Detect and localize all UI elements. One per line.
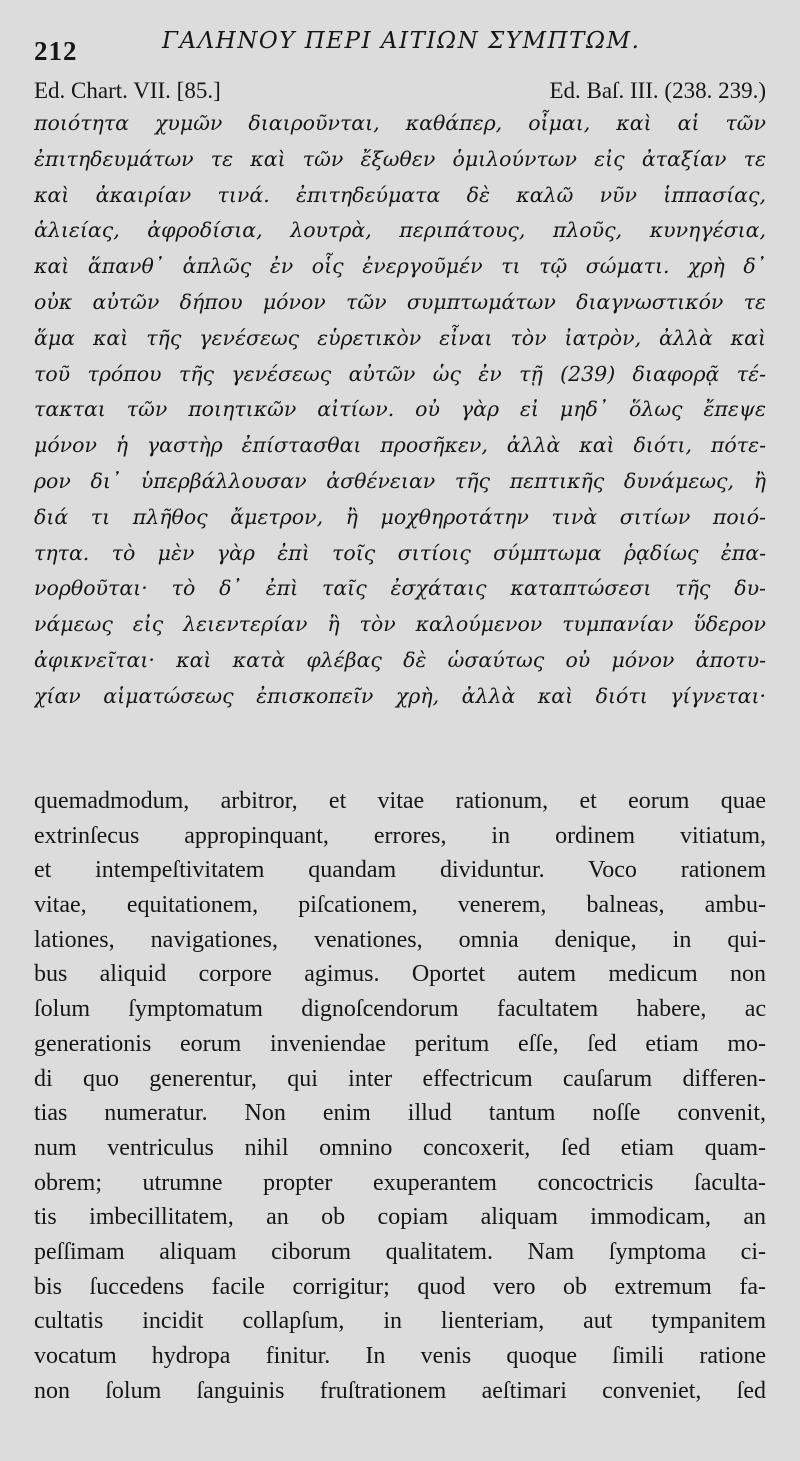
latin-line: di quo generentur, qui inter effectricum cauſarum differen- [34,1065,766,1092]
greek-line: χίαν αἱματώσεως ἐπισκοπεῖν χρὴ, ἀλλὰ καὶ διότι γίγνεται· [34,683,766,708]
greek-text-block [34,106,766,715]
latin-text-block [34,784,766,1408]
greek-line: καὶ ἀκαιρίαν τινά. ἐπιτηδεύματα δὲ καλῶ νῦν ἱππασίας, [34,182,766,207]
greek-line: ἐπιτηδευμάτων τε καὶ τῶν ἔξωθεν ὁμιλούντων εἰς ἀταξίαν τε [34,146,766,171]
latin-line: vocatum hydropa finitur. In venis quoque ſimili ratione [34,1343,766,1369]
latin-line: vitae, equitationem, piſcationem, venerem, balneas, ambu- [34,892,766,919]
latin-line: tis imbecillitatem, an ob copiam aliquam immodicam, an [34,1204,766,1231]
latin-line: bus aliquid corpore agimus. Oportet autem medicum non [34,961,766,988]
latin-line: generationis eorum inveniendae peritum eſſe, ſed etiam mo- [34,1030,766,1057]
greek-line: νάμεως εἰς λειεντερίαν ἢ τὸν καλούμενον τυμπανίαν ὕδερον [34,612,766,637]
greek-line: τοῦ τρόπου τῆς γενέσεως αὐτῶν ὡς ἐν τῇ (239) διαφορᾷ τέ- [34,361,766,386]
greek-line: ρον δι᾽ ὑπερβάλλουσαν ἀσθένειαν τῆς πεπτικῆς δυνάμεως, ἢ [34,468,766,493]
page-number: 212 [34,36,78,66]
page-header [34,28,774,66]
latin-line: et intempeſtivitatem quandam dividuntur. Voco rationem [34,857,766,884]
latin-line: extrinſecus appropinquant, errores, in ordinem vitiatum, [34,822,766,849]
latin-line: num ventriculus nihil omnino concoxerit, ſed etiam quam- [34,1134,766,1161]
latin-line: obrem; utrumne propter exuperantem concoctricis ſaculta- [34,1169,766,1196]
latin-line: non ſolum ſanguinis fruſtrationem aeſtimari conveniet, ſed [34,1377,766,1404]
latin-line: peſſimam aliquam ciborum qualitatem. Nam ſymptoma ci- [34,1238,766,1265]
greek-line: ποιότητα χυμῶν διαιροῦνται, καθάπερ, οἶμαι, καὶ αἱ τῶν [34,111,766,135]
edition-references [34,78,766,108]
edition-chartier: Ed. Chart. VII. [85.] [34,78,221,103]
latin-line: cultatis incidit collapſum, in lienteriam, aut tympanitem [34,1308,766,1335]
greek-line: καὶ ἅπανθ᾽ ἁπλῶς ἐν οἷς ἐνεργοῦμέν τι τῷ σώματι. χρὴ δ᾽ [34,254,766,279]
latin-line: tias numeratur. Non enim illud tantum noſſe convenit, [34,1100,766,1127]
greek-line: μόνον ἡ γαστὴρ ἐπίστασθαι προσῆκεν, ἀλλὰ καὶ διότι, πότε- [34,433,766,458]
greek-line: ἀφικνεῖται· καὶ κατὰ φλέβας δὲ ὡσαύτως οὐ μόνον ἀποτυ- [34,647,766,672]
latin-line: lationes, navigationes, venationes, omnia denique, in qui- [34,926,766,953]
greek-line: οὐκ αὐτῶν δήπου μόνον τῶν συμπτωμάτων διαγνωστικόν τε [34,289,766,314]
edition-basel: Ed. Baſ. III. (238. 239.) [549,78,766,103]
greek-line: ἁλιείας, ἀφροδίσια, λουτρὰ, περιπάτους, πλοῦς, κυνηγέσια, [34,218,766,243]
greek-line: ἅμα καὶ τῆς γενέσεως εὑρετικὸν εἶναι τὸν ἰατρὸν, ἀλλὰ καὶ [34,325,766,350]
greek-line: τητα. τὸ μὲν γὰρ ἐπὶ τοῖς σιτίοις σύμπτωμα ῥᾳδίως ἐπα- [34,540,766,565]
greek-line: νορθοῦται· τὸ δ᾽ ἐπὶ ταῖς ἐσχάταις καταπτώσεσι τῆς δυ- [34,576,766,601]
latin-line: ſolum ſymptomatum dignoſcendorum facultatem habere, ac [34,996,766,1023]
greek-line: διά τι πλῆθος ἄμετρον, ἢ μοχθηροτάτην τινὰ σιτίων ποιό- [34,504,766,529]
show-through-bleed [34,706,766,742]
latin-line: quemadmodum, arbitror, et vitae rationum, et eorum quae [34,788,766,814]
greek-line: τακται τῶν ποιητικῶν αἰτίων. οὐ γὰρ εἰ μηδ᾽ ὅλως ἔπεψε [34,397,766,422]
latin-line: bis ſuccedens facile corrigitur; quod vero ob extremum fa- [34,1273,766,1300]
running-title: ΓΑΛΗΝΟΥ ΠΕΡΙ ΑΙΤΙΩΝ ΣΥΜΠΤΩΜ. [162,28,641,54]
